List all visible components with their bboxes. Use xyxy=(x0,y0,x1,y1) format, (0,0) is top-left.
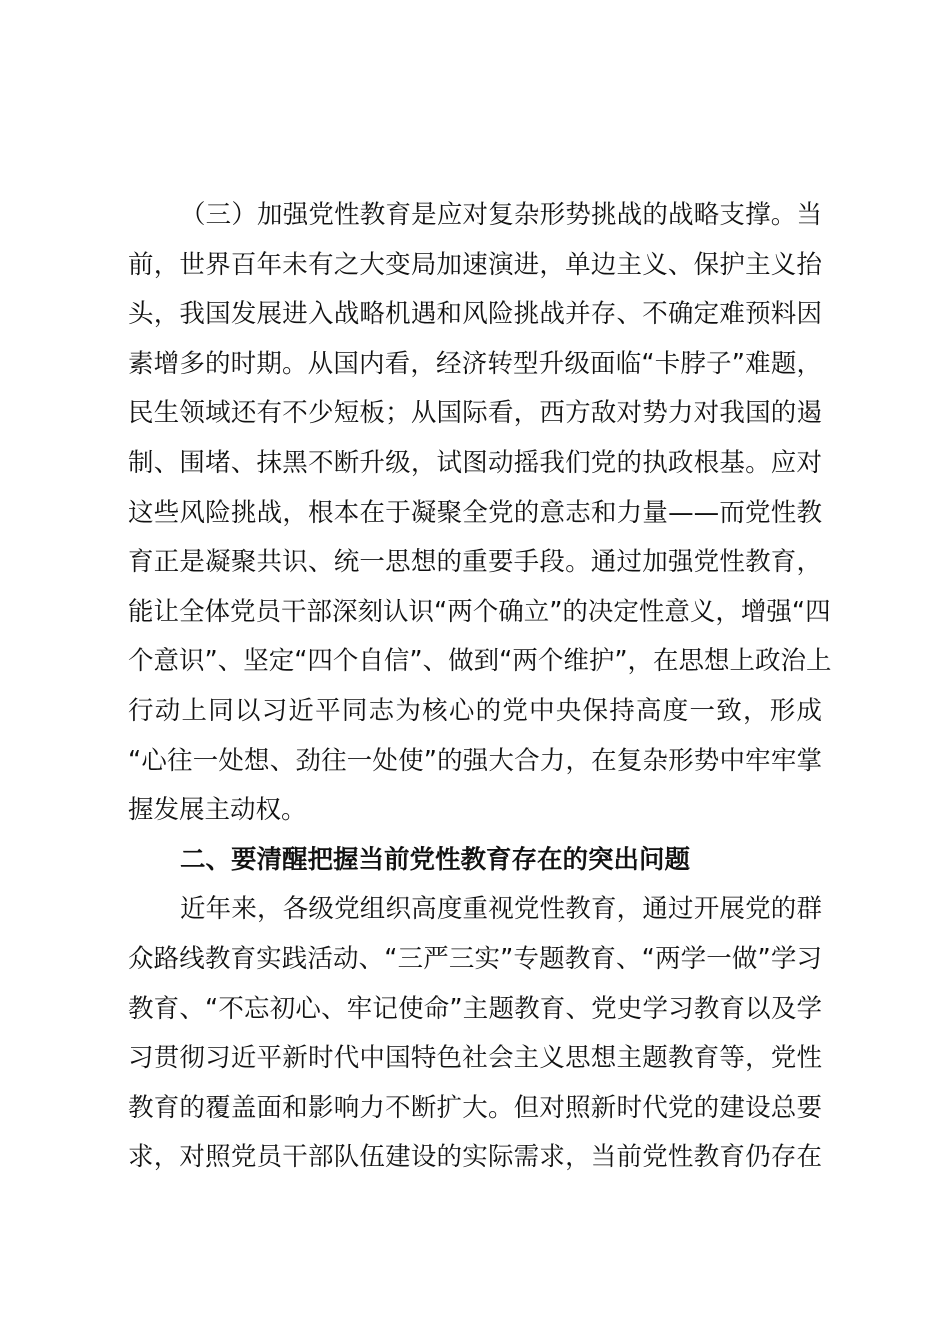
paragraph-line: 头，我国发展进入战略机遇和风险挑战并存、不确定难预料因 xyxy=(128,299,822,330)
paragraph-line: 能让全体党员干部深刻认识“两个确立”的决定性意义，增强“四 xyxy=(128,596,831,627)
paragraph-line: 素增多的时期。从国内看，经济转型升级面临“卡脖子”难题， xyxy=(128,348,822,379)
paragraph-line: 习贯彻习近平新时代中国特色社会主义思想主题教育等，党性 xyxy=(128,1043,822,1074)
paragraph-line: 近年来，各级党组织高度重视党性教育，通过开展党的群 xyxy=(180,894,822,925)
paragraph-line: “心往一处想、劲往一处使”的强大合力，在复杂形势中牢牢掌 xyxy=(128,745,822,776)
paragraph-line: 育正是凝聚共识、统一思想的重要手段。通过加强党性教育， xyxy=(128,547,822,578)
section-heading: 二、要清醒把握当前党性教育存在的突出问题 xyxy=(180,844,691,875)
paragraph-line: 制、围堵、抹黑不断升级，试图动摇我们党的执政根基。应对 xyxy=(128,448,822,478)
paragraph-line: 前，世界百年未有之大变局加速演进，单边主义、保护主义抬 xyxy=(128,249,822,280)
paragraph-line: 民生领域还有不少短板；从国际看，西方敌对势力对我国的遏 xyxy=(128,398,822,429)
paragraph-line: 求，对照党员干部队伍建设的实际需求，当前党性教育仍存在 xyxy=(128,1142,822,1173)
paragraph-line: 教育的覆盖面和影响力不断扩大。但对照新时代党的建设总要 xyxy=(128,1092,822,1123)
paragraph-line: （三）加强党性教育是应对复杂形势挑战的战略支撑。当 xyxy=(180,200,822,230)
paragraph-line: 行动上同以习近平同志为核心的党中央保持高度一致，形成 xyxy=(128,696,822,726)
paragraph-line: 教育、“不忘初心、牢记使命”主题教育、党史学习教育以及学 xyxy=(128,993,822,1024)
paragraph-line: 这些风险挑战，根本在于凝聚全党的意志和力量——而党性教 xyxy=(128,497,822,528)
paragraph-line: 握发展主动权。 xyxy=(128,795,307,826)
paragraph-line: 众路线教育实践活动、“三严三实”专题教育、“两学一做”学习 xyxy=(128,944,822,974)
paragraph-line: 个意识”、坚定“四个自信”、做到“两个维护”，在思想上政治上 xyxy=(128,646,832,677)
